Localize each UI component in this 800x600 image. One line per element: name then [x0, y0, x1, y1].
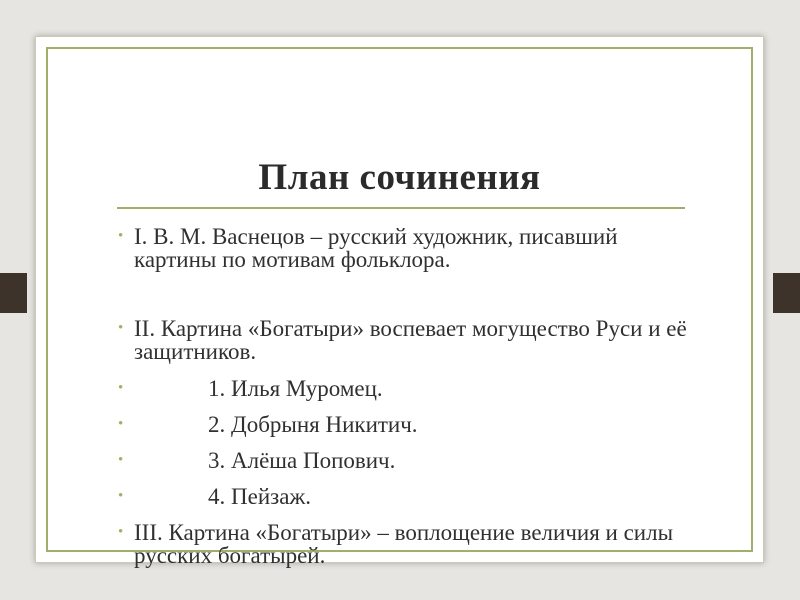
bullet-icon: • [118, 380, 124, 396]
plan-item-text: 1. Илья Муромец. [208, 376, 383, 401]
bullet-icon: • [118, 488, 124, 504]
plan-item-text: I. В. М. Васнецов – русский художник, писавший картины по мотивам фольклора. [134, 224, 618, 272]
bullet-icon: • [118, 416, 124, 432]
slide-title: План сочинения [258, 157, 541, 198]
title-divider [117, 207, 685, 209]
plan-item-3 [118, 521, 694, 567]
plan-item-text: II. Картина «Богатыри» воспевает могущество Руси и её защитников. [134, 316, 687, 364]
plan-item-text: III. Картина «Богатыри» – воплощение величия и силы русских богатырей. [134, 520, 674, 568]
left-tab [0, 273, 27, 313]
plan-item-text: 3. Алёша Попович. [208, 448, 396, 473]
plan-item-text: 4. Пейзаж. [208, 484, 312, 509]
plan-subitem-2 [118, 413, 688, 436]
bullet-icon: • [118, 452, 124, 468]
plan-subitem-1 [118, 377, 688, 400]
plan-item-2 [118, 317, 694, 363]
bullet-icon: • [118, 524, 124, 540]
plan-subitem-3 [118, 449, 688, 472]
plan-item-1 [118, 225, 694, 271]
plan-item-text: 2. Добрыня Никитич. [208, 412, 418, 437]
bullet-icon: • [118, 228, 124, 244]
slide-card [35, 36, 764, 568]
slide-frame [46, 47, 753, 552]
right-tab [773, 273, 800, 313]
bullet-icon: • [118, 320, 124, 336]
plan-subitem-4 [118, 485, 688, 508]
